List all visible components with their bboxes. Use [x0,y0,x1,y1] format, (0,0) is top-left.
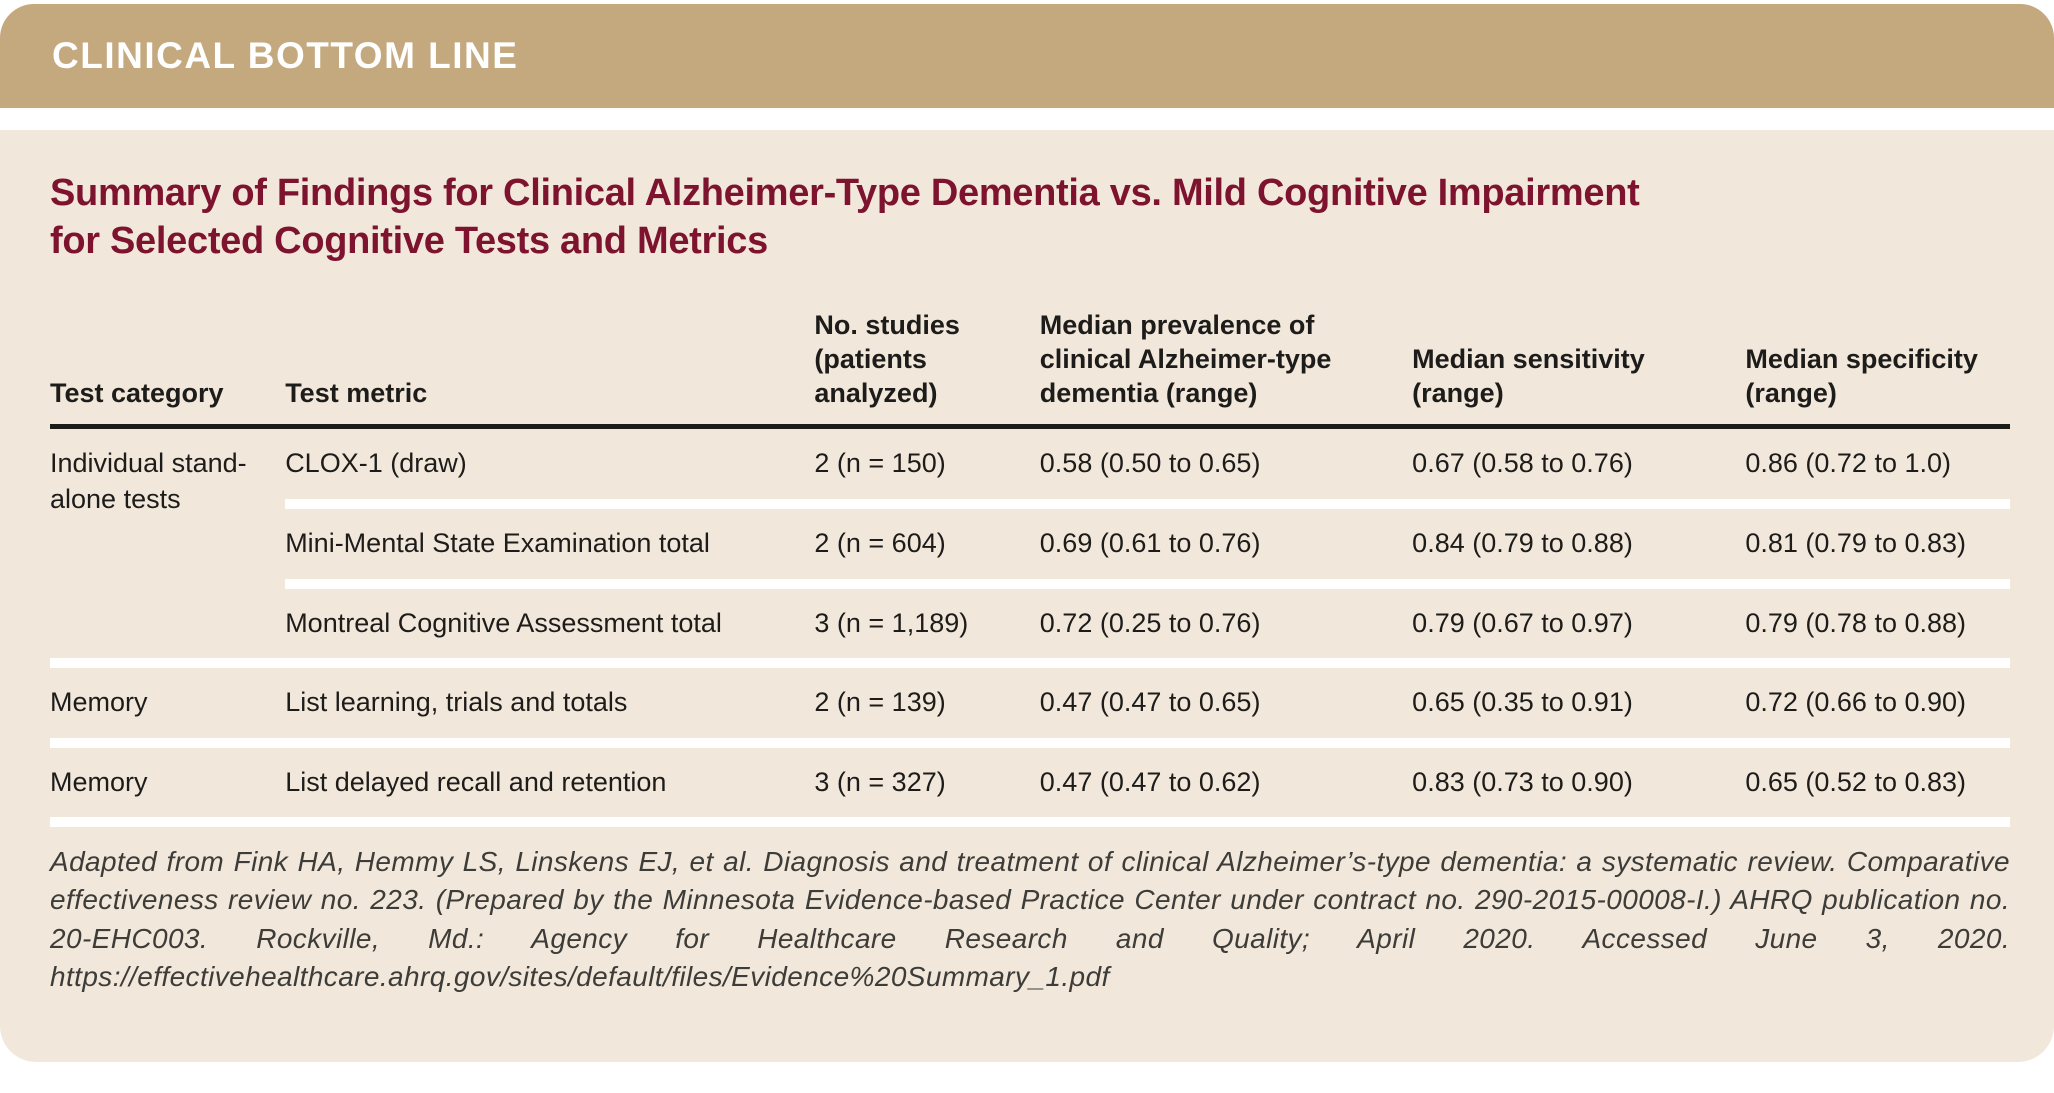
clinical-bottom-line-banner [0,4,2054,108]
cell-metric: CLOX-1 (draw) [285,427,814,504]
cell-metric: List delayed recall and retention [285,743,814,823]
cell-specificity: 0.65 (0.52 to 0.83) [1745,743,2010,823]
cell-studies: 3 (n = 1,189) [814,584,1039,664]
col-header-median-sensitivity: Median sensitivity (range) [1412,309,1745,427]
cell-prevalence: 0.72 (0.25 to 0.76) [1040,584,1412,664]
cell-category-memory: Memory [50,663,285,743]
cell-studies: 2 (n = 604) [814,504,1039,584]
table-row-list-delayed-recall [50,743,2010,823]
summary-panel [0,130,2054,1062]
findings-table-header [50,309,2010,427]
findings-table-body [50,427,2010,823]
col-header-test-category: Test category [50,309,285,427]
col-header-no-studies: No. studies (patients analyzed) [814,309,1039,427]
cell-prevalence: 0.47 (0.47 to 0.62) [1040,743,1412,823]
table-title [50,170,2010,265]
cell-specificity: 0.79 (0.78 to 0.88) [1745,584,2010,664]
clinical-bottom-line-page [0,4,2054,1093]
table-title-line-2: for Selected Cognitive Tests and Metrics [50,219,768,262]
table-title-line-1: Summary of Findings for Clinical Alzheimer-Type Dementia vs. Mild Cognitive Impairment [50,172,1640,214]
cell-metric: Montreal Cognitive Assessment total [285,584,814,664]
cell-studies: 3 (n = 327) [814,743,1039,823]
findings-table [50,309,2010,827]
cell-sensitivity: 0.65 (0.35 to 0.91) [1412,663,1745,743]
cell-metric: Mini-Mental State Examination total [285,504,814,584]
table-row-clox1 [50,427,2010,504]
cell-specificity: 0.86 (0.72 to 1.0) [1745,427,2010,504]
source-citation: Adapted from Fink HA, Hemmy LS, Linskens EJ, et al. Diagnosis and treatment of clinical Alzheimer’s-type dementia: a systematic review. Comparative effectiveness review no. 223. (Prepared by the Minnesota Evidence-based Practice Center under contract no. 290-2015-00008-I.) AHRQ publication no. 20-EHC003. Rockville, Md.: Agency for Healthcare Research and Quality; April 2020. Accessed June 3, 2020. https://effectivehealthcare.ahrq.gov/sites/default/files/Evidence%20Summary_1.pdf [50,846,2010,992]
col-header-median-prevalence: Median prevalence of clinical Alzheimer-type dementia (range) [1040,309,1412,427]
table-row-moca [50,584,2010,664]
cell-prevalence: 0.69 (0.61 to 0.76) [1040,504,1412,584]
cell-sensitivity: 0.84 (0.79 to 0.88) [1412,504,1745,584]
col-header-median-specificity: Median specificity (range) [1745,309,2010,427]
banner-label: CLINICAL BOTTOM LINE [52,35,519,76]
cell-studies: 2 (n = 139) [814,663,1039,743]
header-row [50,309,2010,427]
table-row-mmse [50,504,2010,584]
cell-prevalence: 0.58 (0.50 to 0.65) [1040,427,1412,504]
table-row-list-learning [50,663,2010,743]
cell-sensitivity: 0.79 (0.67 to 0.97) [1412,584,1745,664]
cell-specificity: 0.81 (0.79 to 0.83) [1745,504,2010,584]
cell-sensitivity: 0.67 (0.58 to 0.76) [1412,427,1745,504]
cell-sensitivity: 0.83 (0.73 to 0.90) [1412,743,1745,823]
col-header-test-metric: Test metric [285,309,814,427]
cell-specificity: 0.72 (0.66 to 0.90) [1745,663,2010,743]
cell-metric: List learning, trials and totals [285,663,814,743]
cell-studies: 2 (n = 150) [814,427,1039,504]
cell-category-memory: Memory [50,743,285,823]
cell-category-individual-tests: Individual stand-alone tests [50,427,285,663]
cell-prevalence: 0.47 (0.47 to 0.65) [1040,663,1412,743]
